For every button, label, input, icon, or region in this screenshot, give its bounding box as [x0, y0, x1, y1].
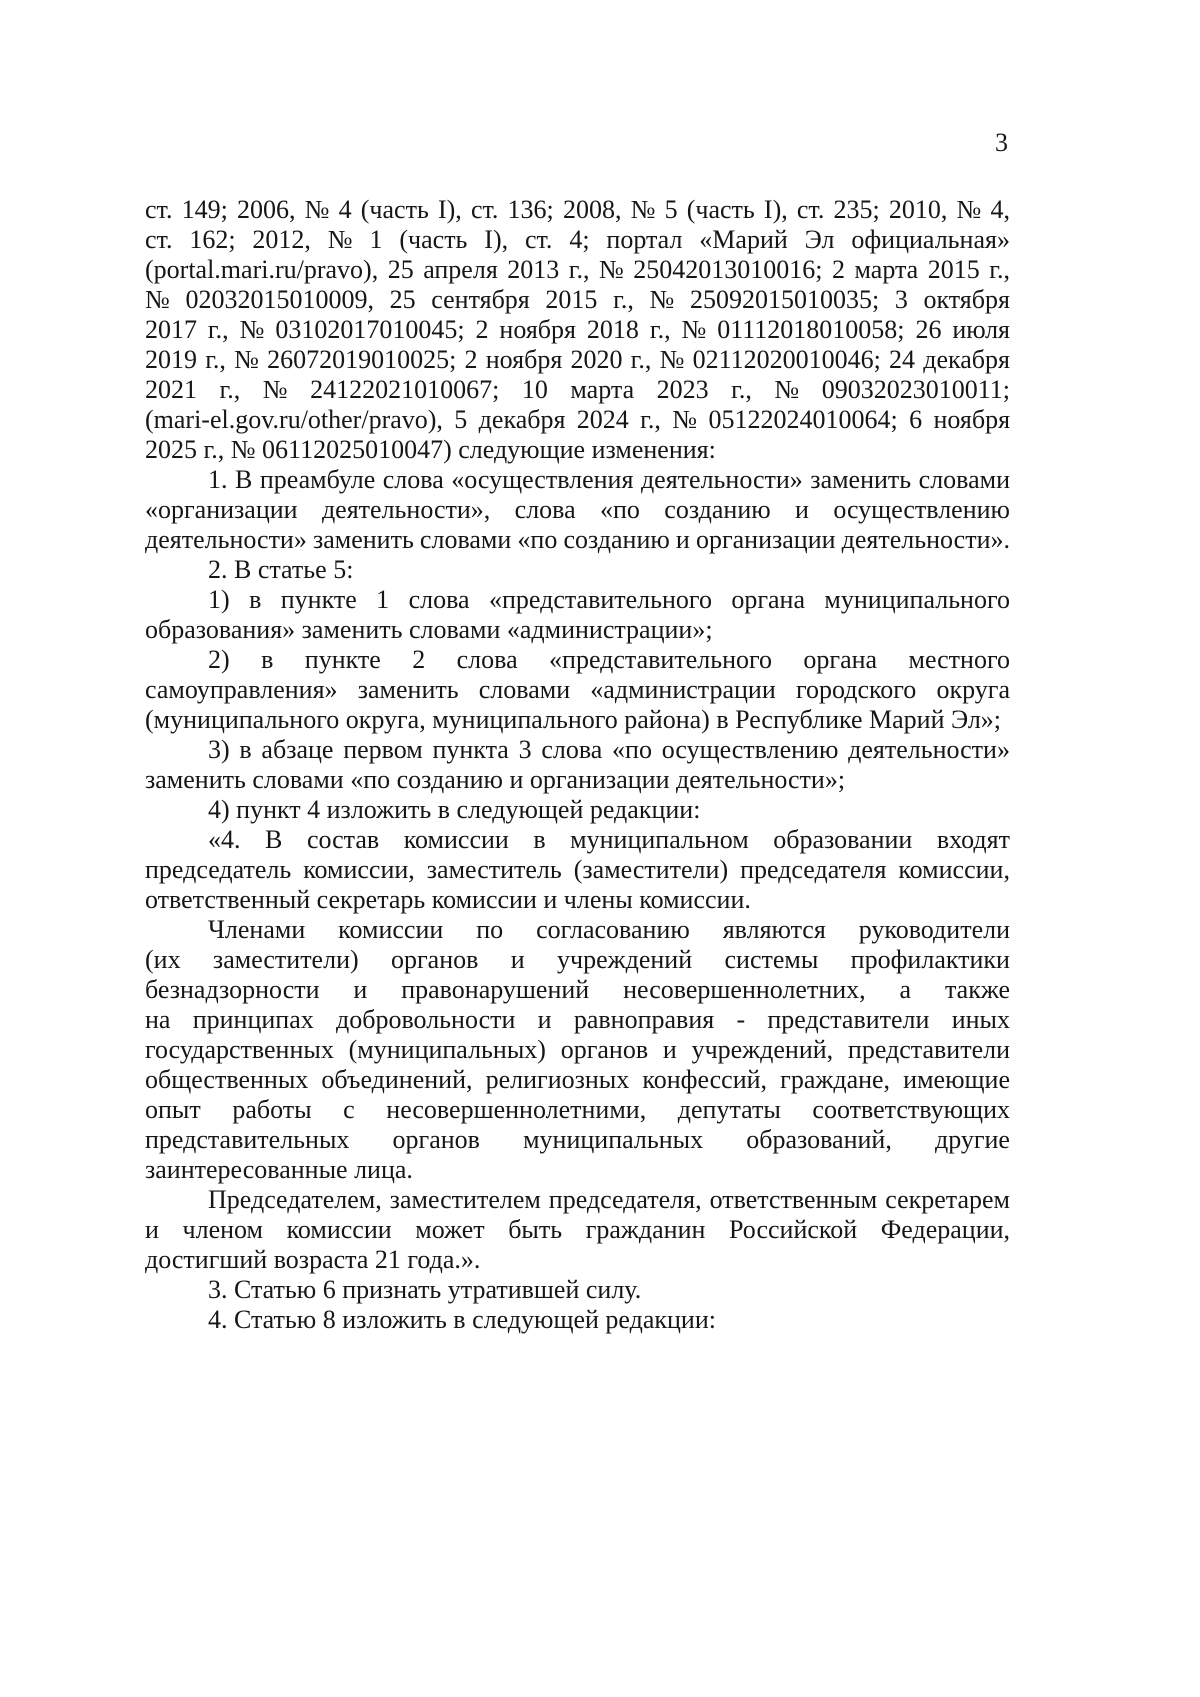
paragraph — [145, 1185, 1010, 1275]
text-line — [145, 735, 1010, 765]
text-line — [145, 1065, 1010, 1095]
text-line — [145, 1305, 1010, 1335]
text-line — [145, 795, 1010, 825]
text-line-content: 4. Статью 8 изложить в следующей редакции: — [208, 1305, 716, 1334]
text-line — [145, 1215, 1010, 1245]
text-line — [145, 615, 1010, 645]
document-body — [145, 195, 1010, 1335]
text-line — [145, 435, 1010, 465]
text-line-content: 2025 г., № 06112025010047) следующие изменения: — [145, 435, 716, 464]
text-line — [145, 705, 1010, 735]
text-line-content: 2021 г., № 24122021010067; 10 марта 2023 г., № 09032023010011; — [145, 375, 1011, 404]
text-line-content: (их заместители) органов и учреждений системы профилактики — [145, 945, 1010, 974]
text-line — [145, 1185, 1010, 1215]
text-line — [145, 525, 1010, 555]
text-line — [145, 855, 1010, 885]
text-line — [145, 465, 1010, 495]
text-line-content: на принципах добровольности и равноправия - представители иных — [145, 1005, 1011, 1034]
text-line — [145, 255, 1010, 285]
paragraph — [145, 825, 1010, 915]
text-line-content: Членами комиссии по согласованию являются руководители — [208, 915, 1010, 944]
text-line-content: 2017 г., № 03102017010045; 2 ноября 2018 г., № 01112018010058; 26 июля — [145, 315, 1011, 344]
text-line — [145, 225, 1010, 255]
text-line-content: (муниципального округа, муниципального района) в Республике Марий Эл»; — [145, 705, 1002, 734]
text-line-content: безнадзорности и правонарушений несовершеннолетних, а также — [145, 975, 1010, 1004]
paragraph — [145, 465, 1010, 555]
text-line-content: «4. В состав комиссии в муниципальном образовании входят — [208, 825, 1010, 854]
text-line-content: № 02032015010009, 25 сентября 2015 г., № 25092015010035; 3 октября — [145, 285, 1010, 314]
text-line-content: опыт работы с несовершеннолетними, депутаты соответствующих — [145, 1095, 1010, 1124]
text-line — [145, 405, 1010, 435]
text-line — [145, 495, 1010, 525]
text-line — [145, 885, 1010, 915]
text-line — [145, 945, 1010, 975]
text-line-content: достигший возраста 21 года.». — [145, 1245, 481, 1274]
text-line-content: председатель комиссии, заместитель (заместители) председателя комиссии, — [145, 855, 1010, 884]
text-line-content: представительных органов муниципальных образований, другие — [145, 1125, 1010, 1154]
text-line — [145, 555, 1010, 585]
text-line-content: Председателем, заместителем председателя, ответственным секретарем — [208, 1185, 1010, 1214]
paragraph — [145, 195, 1010, 465]
text-line — [145, 825, 1010, 855]
text-line — [145, 195, 1010, 225]
text-line-content: (portal.mari.ru/pravo), 25 апреля 2013 г., № 25042013010016; 2 марта 2015 г., — [145, 255, 1010, 284]
text-line-content: образования» заменить словами «администрации»; — [145, 615, 713, 644]
paragraph — [145, 555, 1010, 585]
text-line — [145, 315, 1010, 345]
text-line — [145, 1035, 1010, 1065]
text-line — [145, 915, 1010, 945]
text-line — [145, 1155, 1010, 1185]
text-line — [145, 585, 1010, 615]
text-line — [145, 285, 1010, 315]
text-line-content: 2) в пункте 2 слова «представительного органа местного — [208, 645, 1010, 674]
text-line-content: «организации деятельности», слова «по созданию и осуществлению — [145, 495, 1010, 524]
text-line-content: 2019 г., № 26072019010025; 2 ноября 2020 г., № 02112020010046; 24 декабря — [145, 345, 1010, 374]
text-line-content: 3) в абзаце первом пункта 3 слова «по осуществлению деятельности» — [208, 735, 1010, 764]
text-line — [145, 1275, 1010, 1305]
page-number: 3 — [995, 128, 1008, 157]
paragraph — [145, 645, 1010, 735]
text-line — [145, 1005, 1010, 1035]
paragraph — [145, 585, 1010, 645]
text-line — [145, 975, 1010, 1005]
text-line-content: 2. В статье 5: — [208, 555, 354, 584]
paragraph — [145, 1305, 1010, 1335]
text-line — [145, 1125, 1010, 1155]
text-line — [145, 345, 1010, 375]
text-line-content: государственных (муниципальных) органов и учреждений, представители — [145, 1035, 1011, 1064]
text-line-content: 1. В преамбуле слова «осуществления деятельности» заменить словами — [208, 465, 1011, 494]
text-line-content: 1) в пункте 1 слова «представительного органа муниципального — [208, 585, 1010, 614]
paragraph — [145, 735, 1010, 795]
text-line-content: заменить словами «по созданию и организации деятельности»; — [145, 765, 846, 794]
text-line-content: 3. Статью 6 признать утратившей силу. — [208, 1275, 642, 1304]
text-line-content: ответственный секретарь комиссии и члены комиссии. — [145, 885, 751, 914]
paragraph — [145, 915, 1010, 1185]
paragraph — [145, 1275, 1010, 1305]
text-line-content: 4) пункт 4 изложить в следующей редакции: — [208, 795, 701, 824]
text-line — [145, 645, 1010, 675]
text-line — [145, 765, 1010, 795]
text-line-content: ст. 149; 2006, № 4 (часть I), ст. 136; 2008, № 5 (часть I), ст. 235; 2010, № 4, — [145, 195, 1011, 224]
text-line-content: общественных объединений, религиозных конфессий, граждане, имеющие — [145, 1065, 1010, 1094]
text-line-content: (mari-el.gov.ru/other/pravo), 5 декабря 2024 г., № 05122024010064; 6 ноября — [145, 405, 1011, 434]
text-line — [145, 1095, 1010, 1125]
text-line-content: заинтересованные лица. — [145, 1155, 413, 1184]
text-line-content: и членом комиссии может быть гражданин Российской Федерации, — [145, 1215, 1011, 1244]
text-line-content: ст. 162; 2012, № 1 (часть I), ст. 4; портал «Марий Эл официальная» — [145, 225, 1010, 254]
paragraph — [145, 795, 1010, 825]
text-line-content: деятельности» заменить словами «по созданию и организации деятельности». — [145, 525, 1011, 554]
text-line — [145, 1245, 1010, 1275]
text-line — [145, 675, 1010, 705]
text-line — [145, 375, 1010, 405]
text-line-content: самоуправления» заменить словами «администрации городского округа — [145, 675, 1010, 704]
